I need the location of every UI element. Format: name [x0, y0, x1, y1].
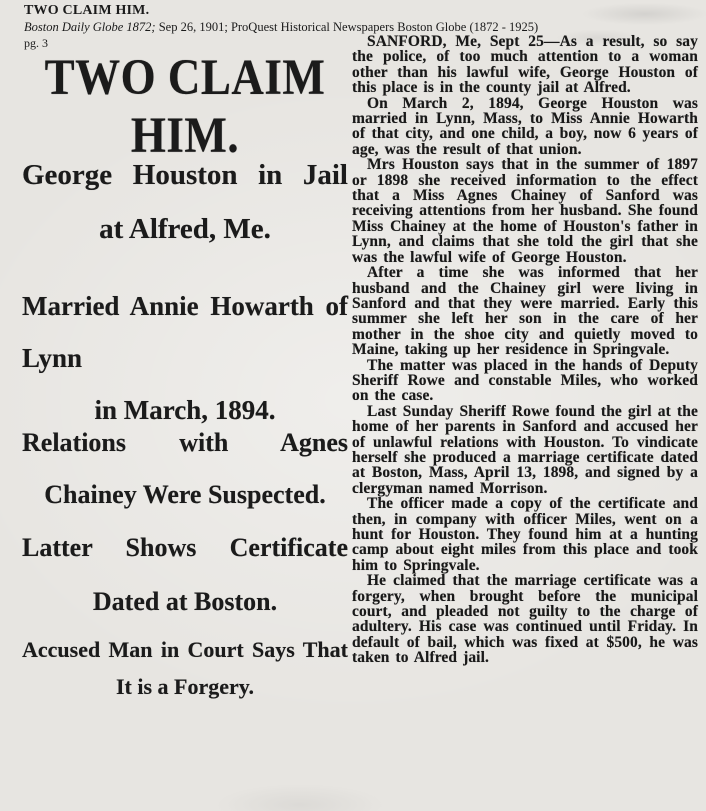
article-paragraph: The officer made a copy of the certificate and then, in company with officer Miles, went on a hunt for Houston. They found him at a hunting camp about eight miles from this place and took him to Springvale. [352, 495, 698, 574]
main-headline: TWO CLAIM HIM. [44, 49, 326, 164]
subheadline-line: at Alfred, Me. [99, 213, 271, 245]
page-number: pg. 3 [24, 36, 48, 50]
subheadline-line: Dated at Boston. [92, 587, 278, 616]
article-paragraph: After a time she was informed that her husband and the Chainey girl were living in Sanford and that they were married. Early this summer she left her son in the care of her mother in the shoe city and quietly moved to Maine, taking up her residence in Springvale. [352, 264, 698, 359]
article-paragraph: Mrs Houston says that in the summer of 1897 or 1898 she received information to the effect that a Miss Agnes Chainey of Sanford was receiving attentions from her husband. She found Miss Chainey at the home of Houston's father in Lynn, and claims that she told the girl that she was the lawful wife of George Houston. [352, 156, 698, 266]
article-paragraph: The matter was placed in the hands of Deputy Sheriff Rowe and constable Miles, who worked on the case. [352, 356, 698, 405]
subheadline-line: Relations with Agnes [22, 428, 348, 457]
subheadline-line: Married Annie Howarth of Lynn [22, 291, 348, 373]
subheadline-line: It is a Forgery. [115, 674, 255, 699]
citation-source: Boston Daily Globe 1872; [24, 20, 159, 34]
subheadline-married [22, 280, 348, 436]
article-title-caption: TWO CLAIM HIM. [24, 3, 150, 18]
article-body [352, 34, 698, 666]
subheadline-line: Accused Man in Court Says That [22, 637, 348, 662]
subheadline-line: in March, 1894. [94, 395, 276, 425]
subheadline-relations [22, 417, 348, 521]
subheadline-line: George Houston in Jail [22, 159, 348, 191]
headline-column [22, 0, 348, 811]
article-paragraph: SANFORD, Me, Sept 25—As a result, so say the police, of too much attention to a woman other than his lawful wife, George Houston of this place is in the county jail at Alfred. [352, 33, 698, 97]
citation-details: Sep 26, 1901; ProQuest Historical Newspapers Boston Globe (1872 - 1925) [158, 20, 539, 34]
subheadline-line: Latter Shows Certificate [22, 533, 348, 562]
article-paragraph: Last Sunday Sheriff Rowe found the girl at the home of her parents in Sanford and accused her of unlawful relations with Houston. To vindicate herself she produced a marriage certificate dated at Boston, Mass, April 13, 1898, and signed by a clergyman named Morrison. [352, 402, 698, 497]
subheadline-jail [22, 148, 348, 256]
subheadline-forgery [22, 631, 348, 705]
subheadline-line: Chainey Were Suspected. [44, 480, 326, 509]
subheadline-certificate [22, 521, 348, 629]
article-paragraph: He claimed that the marriage certificate was a forgery, when brought before the municipal court, and pleaded not guilty to the charge of adultery. His case was continued until Friday. In default of bail, which was fixed at $500, he was taken to Alfred jail. [352, 572, 698, 667]
article-paragraph: On March 2, 1894, George Houston was married in Lynn, Mass, to Miss Annie Howarth of that city, and one child, a boy, now 6 years of age, was the result of that union. [352, 94, 698, 158]
